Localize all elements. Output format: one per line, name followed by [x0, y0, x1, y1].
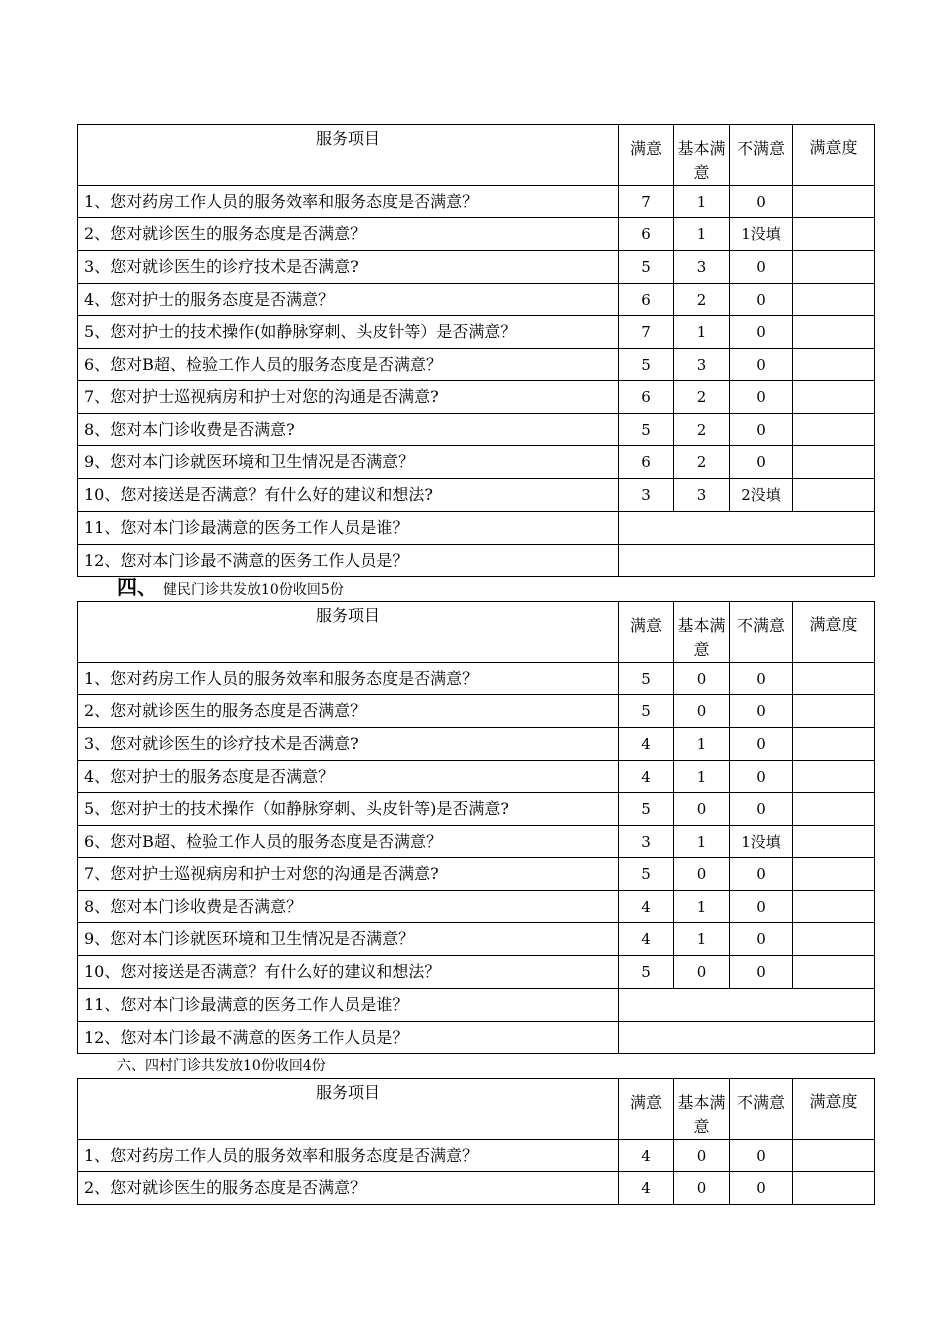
count-basic: 2 [674, 446, 730, 479]
count-unsatisfied: 0 [730, 251, 793, 284]
satisfaction-cell [793, 761, 875, 793]
count-unsatisfied: 0 [730, 793, 793, 826]
count-satisfied: 5 [619, 956, 674, 989]
header-unsatisfied: 不满意 [730, 602, 793, 663]
count-basic: 0 [674, 695, 730, 728]
question: 8、您对本门诊收费是否满意? [78, 414, 619, 446]
question: 1、您对药房工作人员的服务效率和服务态度是否满意？ [78, 663, 619, 695]
question: 1、您对药房工作人员的服务效率和服务态度是否满意？ [78, 186, 619, 218]
count-unsatisfied: 0 [730, 186, 793, 218]
satisfaction-cell [793, 956, 875, 989]
count-satisfied: 5 [619, 663, 674, 695]
count-satisfied: 3 [619, 479, 674, 512]
count-unsatisfied: 0 [730, 1172, 793, 1205]
question: 2、您对就诊医生的服务态度是否满意？ [78, 218, 619, 251]
question: 3、您对就诊医生的诊疗技术是否满意? [78, 251, 619, 284]
answer-cell [619, 989, 875, 1022]
section-number: 四、 [117, 575, 157, 599]
header-satisfaction-rate: 满意度 [793, 1079, 875, 1140]
count-satisfied: 5 [619, 251, 674, 284]
count-satisfied: 4 [619, 923, 674, 956]
survey-table-3 [77, 1078, 875, 1205]
table-row [78, 284, 875, 316]
satisfaction-cell [793, 186, 875, 218]
header-satisfied: 满意 [619, 1079, 674, 1140]
table-row [78, 793, 875, 826]
table-row [78, 1172, 875, 1205]
satisfaction-cell [793, 251, 875, 284]
satisfaction-cell [793, 479, 875, 512]
satisfaction-cell [793, 695, 875, 728]
table-row [78, 512, 875, 545]
table-row [78, 891, 875, 923]
count-unsatisfied: 0 [730, 891, 793, 923]
question: 9、您对本门诊就医环境和卫生情况是否满意？ [78, 446, 619, 479]
count-unsatisfied: 0 [730, 923, 793, 956]
table-row [78, 446, 875, 479]
count-basic: 1 [674, 186, 730, 218]
count-basic: 1 [674, 728, 730, 761]
satisfaction-cell [793, 728, 875, 761]
satisfaction-cell [793, 1140, 875, 1172]
satisfaction-cell [793, 349, 875, 381]
header-service-item: 服务项目 [78, 1079, 619, 1140]
table-row [78, 381, 875, 414]
satisfaction-cell [793, 826, 875, 858]
count-basic: 2 [674, 381, 730, 414]
count-unsatisfied: 1没填 [730, 218, 793, 251]
count-basic: 1 [674, 316, 730, 349]
survey-table-2 [77, 601, 875, 1054]
table-row [78, 858, 875, 891]
count-unsatisfied: 1没填 [730, 826, 793, 858]
answer-cell [619, 512, 875, 545]
count-satisfied: 4 [619, 728, 674, 761]
table-row [78, 826, 875, 858]
question: 3、您对就诊医生的诊疗技术是否满意? [78, 728, 619, 761]
table-row [78, 479, 875, 512]
table-row [78, 1022, 875, 1054]
table-row [78, 251, 875, 284]
header-satisfied: 满意 [619, 125, 674, 186]
count-satisfied: 4 [619, 1172, 674, 1205]
count-satisfied: 3 [619, 826, 674, 858]
count-basic: 0 [674, 956, 730, 989]
count-satisfied: 6 [619, 381, 674, 414]
survey-table-1 [77, 124, 875, 577]
question: 5、您对护士的技术操作(如静脉穿刺、头皮针等）是否满意？ [78, 316, 619, 349]
header-basically-satisfied: 基本满意 [674, 1079, 730, 1140]
question: 4、您对护士的服务态度是否满意？ [78, 284, 619, 316]
table-row [78, 695, 875, 728]
table-row [78, 728, 875, 761]
question: 8、您对本门诊收费是否满意？ [78, 891, 619, 923]
question: 11、您对本门诊最满意的医务工作人员是谁？ [78, 512, 619, 545]
answer-cell [619, 545, 875, 577]
section-title-jianmin [117, 575, 344, 599]
satisfaction-cell [793, 891, 875, 923]
count-unsatisfied: 0 [730, 761, 793, 793]
satisfaction-cell [793, 858, 875, 891]
satisfaction-cell [793, 663, 875, 695]
count-satisfied: 4 [619, 891, 674, 923]
count-basic: 0 [674, 1172, 730, 1205]
count-satisfied: 6 [619, 218, 674, 251]
satisfaction-cell [793, 284, 875, 316]
count-unsatisfied: 0 [730, 446, 793, 479]
answer-cell [619, 1022, 875, 1054]
header-unsatisfied: 不满意 [730, 1079, 793, 1140]
question: 10、您对接送是否满意？有什么好的建议和想法？ [78, 956, 619, 989]
count-satisfied: 4 [619, 761, 674, 793]
count-unsatisfied: 0 [730, 695, 793, 728]
satisfaction-cell [793, 923, 875, 956]
count-basic: 0 [674, 858, 730, 891]
table-row [78, 1140, 875, 1172]
count-basic: 2 [674, 414, 730, 446]
header-satisfaction-rate: 满意度 [793, 602, 875, 663]
table-row [78, 761, 875, 793]
section-title-text: 健民门诊共发放10份收回5份 [163, 582, 344, 598]
count-satisfied: 7 [619, 186, 674, 218]
count-unsatisfied: 0 [730, 414, 793, 446]
count-satisfied: 5 [619, 349, 674, 381]
count-satisfied: 6 [619, 446, 674, 479]
count-unsatisfied: 0 [730, 858, 793, 891]
question: 6、您对B超、检验工作人员的服务态度是否满意？ [78, 826, 619, 858]
question: 6、您对B超、检验工作人员的服务态度是否满意？ [78, 349, 619, 381]
satisfaction-cell [793, 1172, 875, 1205]
satisfaction-cell [793, 414, 875, 446]
satisfaction-cell [793, 316, 875, 349]
table-row [78, 923, 875, 956]
question: 12、您对本门诊最不满意的医务工作人员是？ [78, 545, 619, 577]
count-satisfied: 5 [619, 793, 674, 826]
section-title-sicun [117, 1057, 326, 1075]
section-title-text: 六、四村门诊共发放10份收回4份 [117, 1058, 326, 1074]
question: 1、您对药房工作人员的服务效率和服务态度是否满意？ [78, 1140, 619, 1172]
count-basic: 0 [674, 663, 730, 695]
count-unsatisfied: 2没填 [730, 479, 793, 512]
count-satisfied: 5 [619, 858, 674, 891]
count-unsatisfied: 0 [730, 956, 793, 989]
satisfaction-cell [793, 793, 875, 826]
count-basic: 0 [674, 1140, 730, 1172]
count-satisfied: 5 [619, 414, 674, 446]
header-service-item: 服务项目 [78, 125, 619, 186]
question: 10、您对接送是否满意？有什么好的建议和想法? [78, 479, 619, 512]
table-row [78, 956, 875, 989]
table-row [78, 349, 875, 381]
question: 9、您对本门诊就医环境和卫生情况是否满意？ [78, 923, 619, 956]
count-basic: 3 [674, 479, 730, 512]
header-basically-satisfied: 基本满意 [674, 602, 730, 663]
header-service-item: 服务项目 [78, 602, 619, 663]
count-basic: 1 [674, 923, 730, 956]
header-satisfaction-rate: 满意度 [793, 125, 875, 186]
header-basically-satisfied: 基本满意 [674, 125, 730, 186]
count-unsatisfied: 0 [730, 728, 793, 761]
table-row [78, 545, 875, 577]
count-unsatisfied: 0 [730, 316, 793, 349]
question: 4、您对护士的服务态度是否满意？ [78, 761, 619, 793]
table-row [78, 663, 875, 695]
count-basic: 2 [674, 284, 730, 316]
table-row [78, 186, 875, 218]
satisfaction-cell [793, 381, 875, 414]
count-satisfied: 5 [619, 695, 674, 728]
header-satisfied: 满意 [619, 602, 674, 663]
count-satisfied: 4 [619, 1140, 674, 1172]
table-row [78, 989, 875, 1022]
table-row [78, 414, 875, 446]
count-basic: 3 [674, 251, 730, 284]
count-satisfied: 7 [619, 316, 674, 349]
table-row [78, 218, 875, 251]
count-basic: 0 [674, 793, 730, 826]
question: 7、您对护士巡视病房和护士对您的沟通是否满意? [78, 858, 619, 891]
count-unsatisfied: 0 [730, 381, 793, 414]
count-basic: 1 [674, 891, 730, 923]
question: 11、您对本门诊最满意的医务工作人员是谁？ [78, 989, 619, 1022]
count-satisfied: 6 [619, 284, 674, 316]
count-basic: 1 [674, 761, 730, 793]
question: 2、您对就诊医生的服务态度是否满意？ [78, 1172, 619, 1205]
header-unsatisfied: 不满意 [730, 125, 793, 186]
question: 12、您对本门诊最不满意的医务工作人员是？ [78, 1022, 619, 1054]
count-unsatisfied: 0 [730, 349, 793, 381]
table-row [78, 316, 875, 349]
count-unsatisfied: 0 [730, 284, 793, 316]
satisfaction-cell [793, 218, 875, 251]
count-unsatisfied: 0 [730, 1140, 793, 1172]
satisfaction-cell [793, 446, 875, 479]
count-basic: 1 [674, 218, 730, 251]
count-unsatisfied: 0 [730, 663, 793, 695]
count-basic: 3 [674, 349, 730, 381]
question: 5、您对护士的技术操作（如静脉穿刺、头皮针等)是否满意? [78, 793, 619, 826]
question: 7、您对护士巡视病房和护士对您的沟通是否满意? [78, 381, 619, 414]
question: 2、您对就诊医生的服务态度是否满意？ [78, 695, 619, 728]
count-basic: 1 [674, 826, 730, 858]
